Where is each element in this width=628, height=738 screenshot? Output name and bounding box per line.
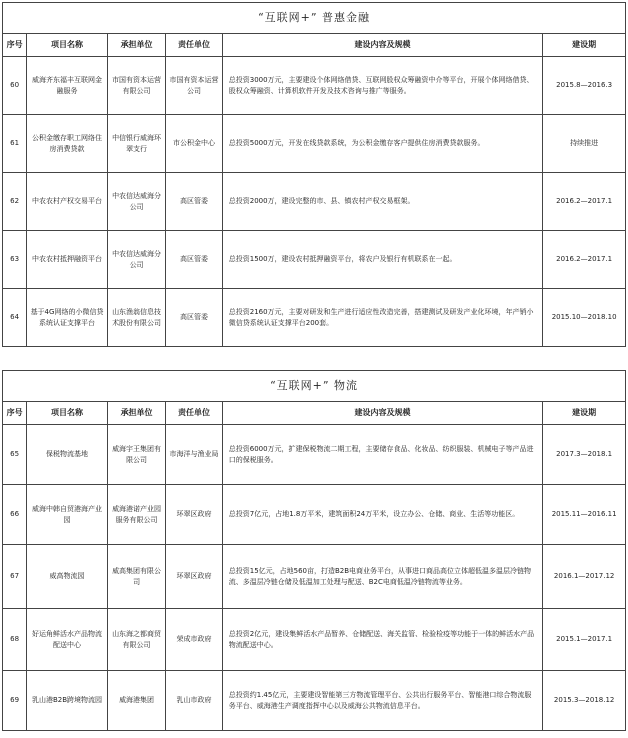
cell-unit: 中信银行威海环翠支行	[107, 115, 165, 173]
cell-resp: 高区管委	[166, 289, 222, 347]
cell-name: 威高物流园	[27, 545, 108, 609]
cell-content: 总投资1500万，建设农村抵押融资平台，将农户及银行有机联系在一起。	[222, 231, 543, 289]
col-header-resp: 责任单位	[166, 402, 222, 425]
cell-resp: 高区管委	[166, 231, 222, 289]
cell-name: 好运角鲜活水产品物流配送中心	[27, 609, 108, 671]
cell-name: 乳山港B2B跨境物流园	[27, 671, 108, 731]
cell-content: 总投资2160万元，主要对研发和生产进行适应性改造完善，搭建测试及研发产业化环境，年产销小微信贷系统认证支撑平台200套。	[222, 289, 543, 347]
cell-no: 60	[3, 57, 27, 115]
cell-no: 68	[3, 609, 27, 671]
cell-period: 2017.3—2018.1	[543, 425, 626, 485]
cell-name: 中农农村产权交易平台	[27, 173, 108, 231]
col-header-resp: 责任单位	[166, 34, 222, 57]
cell-content: 总投资5000万元，开发在线贷款系统，为公积金缴存客户提供住房消费贷款服务。	[222, 115, 543, 173]
cell-period: 2016.2—2017.1	[543, 173, 626, 231]
cell-no: 66	[3, 485, 27, 545]
cell-content: 总投资6000万元，扩建保税物流二期工程，主要储存食品、化妆品、纺织服装、机械电子等产品进口的保税服务。	[222, 425, 543, 485]
cell-period: 2016.1—2017.12	[543, 545, 626, 609]
cell-no: 64	[3, 289, 27, 347]
cell-no: 61	[3, 115, 27, 173]
logistics-table	[2, 370, 626, 731]
cell-no: 63	[3, 231, 27, 289]
cell-period: 持续推进	[543, 115, 626, 173]
col-header-unit: 承担单位	[107, 402, 165, 425]
cell-resp: 环翠区政府	[166, 545, 222, 609]
cell-unit: 中农信达威海分公司	[107, 231, 165, 289]
col-header-no: 序号	[3, 34, 27, 57]
table-row	[3, 289, 626, 347]
table-row	[3, 231, 626, 289]
table-row	[3, 57, 626, 115]
cell-unit: 山东海之都商贸有限公司	[107, 609, 165, 671]
cell-no: 69	[3, 671, 27, 731]
cell-content: 总投资7亿元，占地1.8万平米，建筑面积24万平米，设立办公、仓储、商业、生活等功能区。	[222, 485, 543, 545]
section-title: “互联网+” 普惠金融	[3, 3, 626, 34]
cell-name: 威海齐东福丰互联网金融服务	[27, 57, 108, 115]
cell-resp: 环翠区政府	[166, 485, 222, 545]
col-header-no: 序号	[3, 402, 27, 425]
cell-period: 2015.3—2018.12	[543, 671, 626, 731]
cell-unit: 威海港诺产业园服务有限公司	[107, 485, 165, 545]
cell-resp: 市海洋与渔业局	[166, 425, 222, 485]
cell-content: 总投资2000万，建设完整的市、县、镇农村产权交易框架。	[222, 173, 543, 231]
table-row	[3, 115, 626, 173]
cell-resp: 荣成市政府	[166, 609, 222, 671]
cell-no: 62	[3, 173, 27, 231]
finance-table	[2, 2, 626, 347]
section-finance	[2, 2, 626, 347]
table-row	[3, 545, 626, 609]
cell-name: 公积金缴存职工网络住房消费贷款	[27, 115, 108, 173]
col-header-period: 建设期	[543, 34, 626, 57]
cell-unit: 威高集团有限公司	[107, 545, 165, 609]
col-header-content: 建设内容及规模	[222, 34, 543, 57]
cell-period: 2015.10—2018.10	[543, 289, 626, 347]
cell-period: 2015.11—2016.11	[543, 485, 626, 545]
cell-name: 中农农村抵押融资平台	[27, 231, 108, 289]
col-header-name: 项目名称	[27, 34, 108, 57]
cell-unit: 中农信达威海分公司	[107, 173, 165, 231]
cell-no: 67	[3, 545, 27, 609]
cell-resp: 市公积金中心	[166, 115, 222, 173]
col-header-unit: 承担单位	[107, 34, 165, 57]
cell-resp: 乳山市政府	[166, 671, 222, 731]
table-row	[3, 173, 626, 231]
col-header-name: 项目名称	[27, 402, 108, 425]
cell-unit: 威海港集团	[107, 671, 165, 731]
cell-resp: 高区管委	[166, 173, 222, 231]
table-row	[3, 609, 626, 671]
cell-unit: 山东渔翁信息技术股份有限公司	[107, 289, 165, 347]
cell-period: 2016.2—2017.1	[543, 231, 626, 289]
cell-name: 威海中韩自贸港海产业园	[27, 485, 108, 545]
cell-content: 总投资2亿元，建设集鲜活水产品暂养、仓储配送、海关监管、检验检疫等功能于一体的鲜活水产品物流配送中心。	[222, 609, 543, 671]
table-row	[3, 425, 626, 485]
col-header-content: 建设内容及规模	[222, 402, 543, 425]
cell-period: 2015.1—2017.1	[543, 609, 626, 671]
col-header-period: 建设期	[543, 402, 626, 425]
cell-no: 65	[3, 425, 27, 485]
cell-unit: 市国有资本运营有限公司	[107, 57, 165, 115]
cell-period: 2015.8—2016.3	[543, 57, 626, 115]
cell-content: 总投资3000万元，主要建设个体网络借贷、互联网股权众筹融资中介等平台，开展个体网络借贷、股权众筹融资、计算机软件开发及技术咨询与推广等服务。	[222, 57, 543, 115]
table-row	[3, 485, 626, 545]
section-title: “互联网+” 物流	[3, 371, 626, 402]
cell-content: 总投资15亿元，占地560亩，打造B2B电商业务平台，从事进口商品高位立体超低温多温层冷链物流、多温层冷链仓储及低温加工处理与配送、B2C电商低温冷链物流等业务。	[222, 545, 543, 609]
cell-unit: 威海宇王集团有限公司	[107, 425, 165, 485]
cell-content: 总投资约1.45亿元，主要建设智能第三方物流管理平台、公共出行服务平台、智能港口综合物流服务平台、威海港生产调度指挥中心以及威海公共物流信息平台。	[222, 671, 543, 731]
cell-name: 基于4G网络的小微信贷系统认证支撑平台	[27, 289, 108, 347]
cell-name: 保税物流基地	[27, 425, 108, 485]
table-row	[3, 671, 626, 731]
section-logistics	[2, 370, 626, 731]
cell-resp: 市国有资本运营公司	[166, 57, 222, 115]
